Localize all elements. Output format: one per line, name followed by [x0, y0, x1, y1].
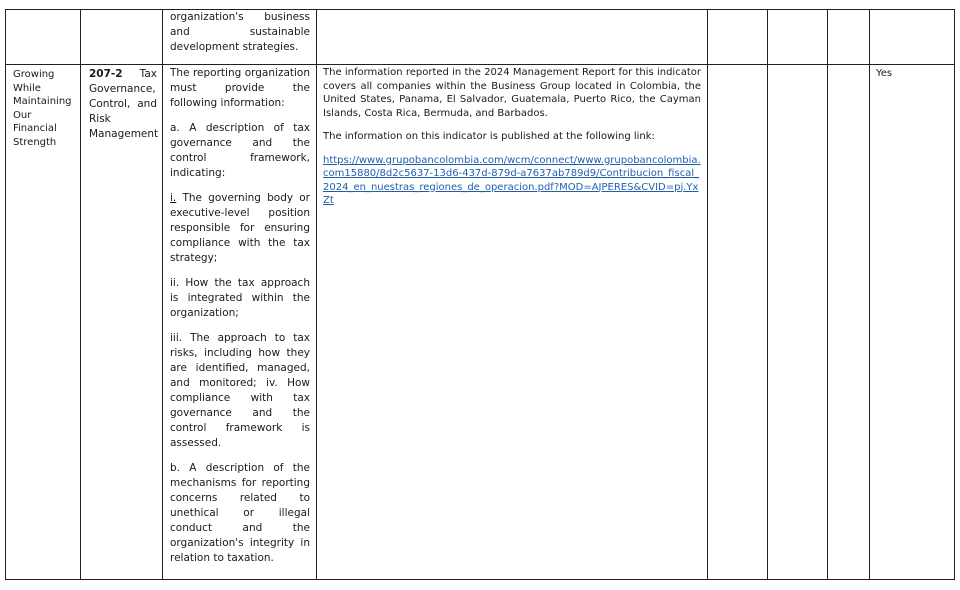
gri-standard — [81, 65, 162, 142]
standard-title: Tax Governance, Control, and Risk Management — [89, 68, 159, 140]
table-row — [6, 65, 955, 580]
standard-code: 207-2 — [89, 68, 123, 80]
standard-cell — [81, 65, 163, 580]
verification-cell — [870, 10, 955, 65]
omission-cell — [708, 65, 768, 580]
requirement-cell — [163, 65, 317, 580]
response-cell — [317, 10, 708, 65]
response-text — [317, 65, 707, 208]
verification-yes: Yes — [876, 68, 893, 79]
requirement-ii: ii. How the tax approach is integrated within the organization; — [170, 277, 310, 319]
reason-cell — [768, 65, 828, 580]
response-link-intro: The information on this indicator is published at the following link: — [323, 131, 655, 142]
material-topic: Growing While Maintaining Our Financial Strength — [13, 69, 72, 148]
table-row — [6, 10, 955, 65]
gri-index-table — [5, 9, 955, 580]
requirement-text — [163, 65, 316, 570]
standard-cell — [81, 10, 163, 65]
requirement-i-marker: i. — [170, 192, 177, 204]
requirement-intro: The reporting organization must provide the following information: — [170, 67, 310, 109]
omission-cell — [708, 10, 768, 65]
requirement-i-text: The governing body or executive-level position responsible for ensuring compliance with the tax strategy; — [170, 192, 310, 264]
requirement-b: b. A description of the mechanisms for reporting concerns related to unethical or illegal conduct and the organization's integrity in relation to taxation. — [170, 462, 310, 564]
verification-cell — [870, 65, 955, 580]
requirement-tail-text: organization's business and sustainable development strategies. — [170, 11, 310, 53]
requirement-iii: iii. The approach to tax risks, including how they are identified, managed, and monitored; iv. How compliance with tax governance and the control framework is assessed. — [170, 332, 310, 449]
response-coverage: The information reported in the 2024 Management Report for this indicator covers all companies within the Business Group located in Colombia, the United States, Panama, El Salvador, Guatemala, Puerto Rico, the Cayman Islands, Costa Rica, Bermuda, and Barbados. — [323, 67, 701, 119]
requirement-a: a. A description of tax governance and the control framework, indicating: — [170, 122, 310, 179]
requirement-i — [170, 191, 310, 266]
response-link[interactable]: https://www.grupobancolombia.com/wcm/connect/www.grupobancolombia.com15880/8d2c5637-13d6-437d-879d-a7637ab789d9/Contribucion_fiscal_2024_en_nuestras_regiones_de_operacion.pdf?MOD=AJPERES&CVID=pj.YxZt — [323, 154, 701, 206]
topic-cell — [6, 10, 81, 65]
requirement-cell — [163, 10, 317, 65]
topic-cell — [6, 65, 81, 580]
reason-cell — [768, 10, 828, 65]
explanation-cell — [828, 65, 870, 580]
explanation-cell — [828, 10, 870, 65]
response-cell — [317, 65, 708, 580]
